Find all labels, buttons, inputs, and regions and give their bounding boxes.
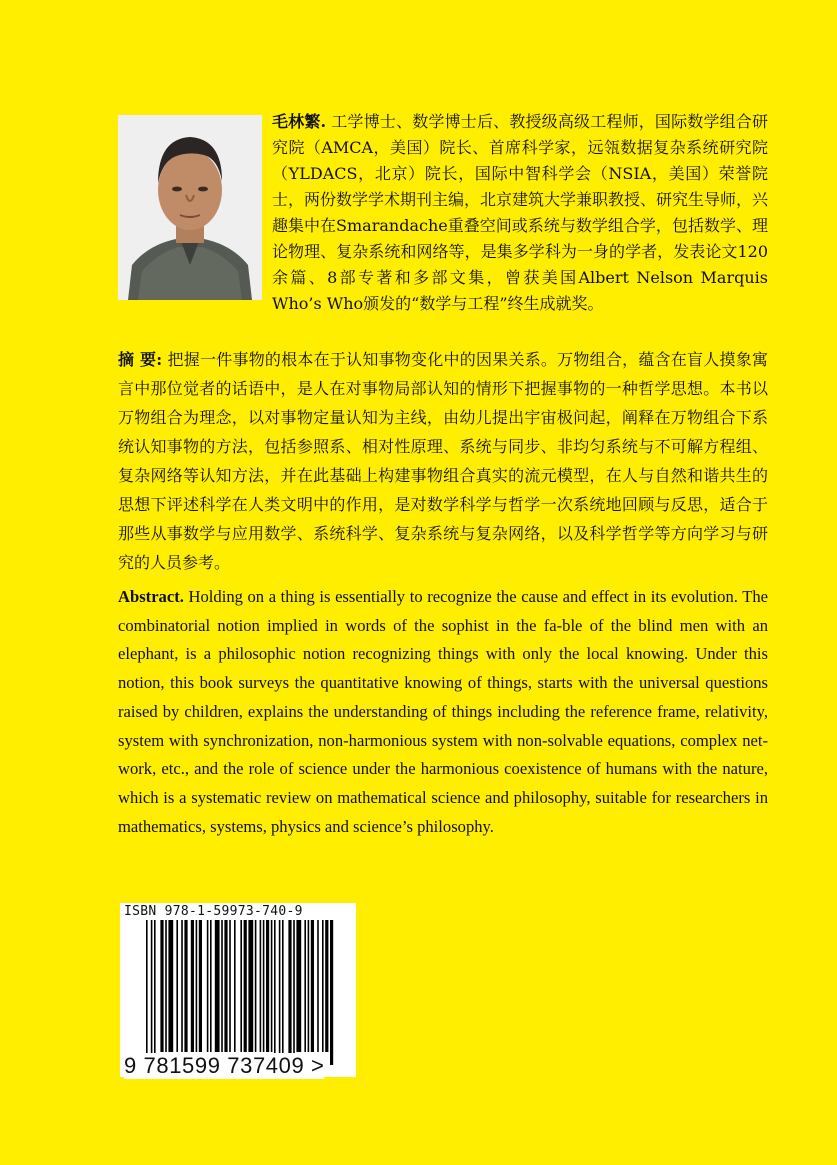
portrait-image (118, 115, 262, 300)
barcode-bar (196, 920, 198, 1052)
barcode-digits: 9 781599 737409 > (124, 1053, 325, 1078)
barcode-bar (263, 920, 265, 1052)
chinese-abstract-text: 把握一件事物的根本在于认知事物变化中的因果关系。万物组合，蕴含在盲人摸象寓言中那位觉者的话语中，是人在对事物局部认知的情形下把握事物的一种哲学思想。本书以万物组合为理念，以对事物定量认知为主线，由幼儿提出宇宙极问起，阐释在万物组合下系统认知事物的方法，包括参照系、相对性原理、系统与同步、非均匀系统与不可解方程组、复杂网络等认知方法，并在此基础上构建事物组合真实的流元模型，在人与自然和谐共生的思想下评述科学在人类文明中的作用，是对数学科学与哲学一次系统地回顾与反思，适合于那些从事数学与应用数学、系统科学、复杂系统与复杂网络，以及科学哲学等方向学习与研究的人员参考。 (118, 350, 768, 572)
barcode-bar (191, 920, 194, 1052)
barcode-bar (248, 920, 253, 1052)
isbn-barcode (120, 903, 356, 1077)
barcode-bar (244, 920, 247, 1052)
barcode-bars (120, 920, 356, 1065)
barcode-bar (317, 920, 319, 1052)
english-abstract-text: Holding on a thing is essentially to recognize the cause and effect in its evolution. The combinatorial notion implied in words of the sophist in the fa-ble of the blind men with an elephant, is a philosophic notion recognizing things with only the local knowing. Under this notion, this book surveys the quantitative knowing of things, starts with the universal questions raised by children, explains the understanding of things including the reference frame, relativity, system with synchronization, non-harmonious system with non-solvable equations, complex net-work, etc., and the role of science under the harmonious coexistence of humans with the nature, which is a systematic review on mathematical science and philosophy, suitable for researchers in mathematics, systems, physics and science’s philosophy. (118, 587, 768, 836)
barcode-bar (151, 920, 153, 1065)
chinese-abstract (118, 345, 768, 577)
barcode-bar (224, 920, 227, 1052)
barcode-bar (255, 920, 257, 1052)
barcode-bar (308, 920, 310, 1052)
author-bio-text: 工学博士、数学博士后、教授级高级工程师，国际数学组合研究院（AMCA，美国）院长、首席科学家，远瓴数据复杂系统研究院（YLDACS，北京）院长，国际中智科学会（NSIA，美国）荣誉院士，两份数学学术期刊主编，北京建筑大学兼职教授、研究生导师，兴趣集中在Smarandache重叠空间或系统与数学组合学，包括数学、理论物理、复杂系统和网络等，是集多学科为一身的学者，发表论文120余篇、8部专著和多部文集，曾获美国Albert Nelson Marquis Who’s Who颁发的“数学与工程”终生成就奖。 (272, 112, 769, 313)
english-abstract-label: Abstract. (118, 587, 184, 606)
barcode-bar (215, 920, 220, 1052)
chinese-abstract-label: 摘 要: (118, 350, 163, 369)
barcode-bar (210, 920, 212, 1052)
barcode-bar (279, 920, 281, 1065)
english-abstract (118, 583, 768, 841)
author-bio (118, 109, 768, 317)
author-name: 毛林繁. (272, 112, 327, 131)
barcode-bar (165, 920, 167, 1052)
barcode-bar (304, 920, 306, 1052)
barcode-bar (325, 920, 328, 1052)
barcode-bar (168, 920, 173, 1052)
barcode-bar (266, 920, 269, 1052)
barcode-bar (234, 920, 236, 1052)
barcode-bar (311, 920, 314, 1052)
isbn-number: ISBN 978-1-59973-740-9 (124, 904, 303, 919)
author-photo (118, 115, 262, 300)
barcode-bar (274, 920, 276, 1065)
barcode-bar (184, 920, 187, 1052)
barcode-bar (176, 920, 178, 1052)
barcode-bar (160, 920, 163, 1052)
barcode-bar (282, 920, 284, 1065)
barcode-bar (229, 920, 231, 1052)
barcode-bar (271, 920, 273, 1052)
barcode-bar (330, 920, 333, 1065)
barcode-bar (288, 920, 291, 1065)
barcode-bar (199, 920, 202, 1052)
barcode-bar (293, 920, 295, 1065)
barcode-bar (181, 920, 183, 1052)
barcode-bar (296, 920, 301, 1052)
barcode-bar (240, 920, 242, 1052)
barcode-bar (154, 920, 156, 1065)
barcode-bar (221, 920, 223, 1052)
barcode-bar (322, 920, 324, 1052)
barcode-bar (146, 920, 148, 1065)
barcode-bar (260, 920, 262, 1052)
barcode-bar (207, 920, 209, 1052)
